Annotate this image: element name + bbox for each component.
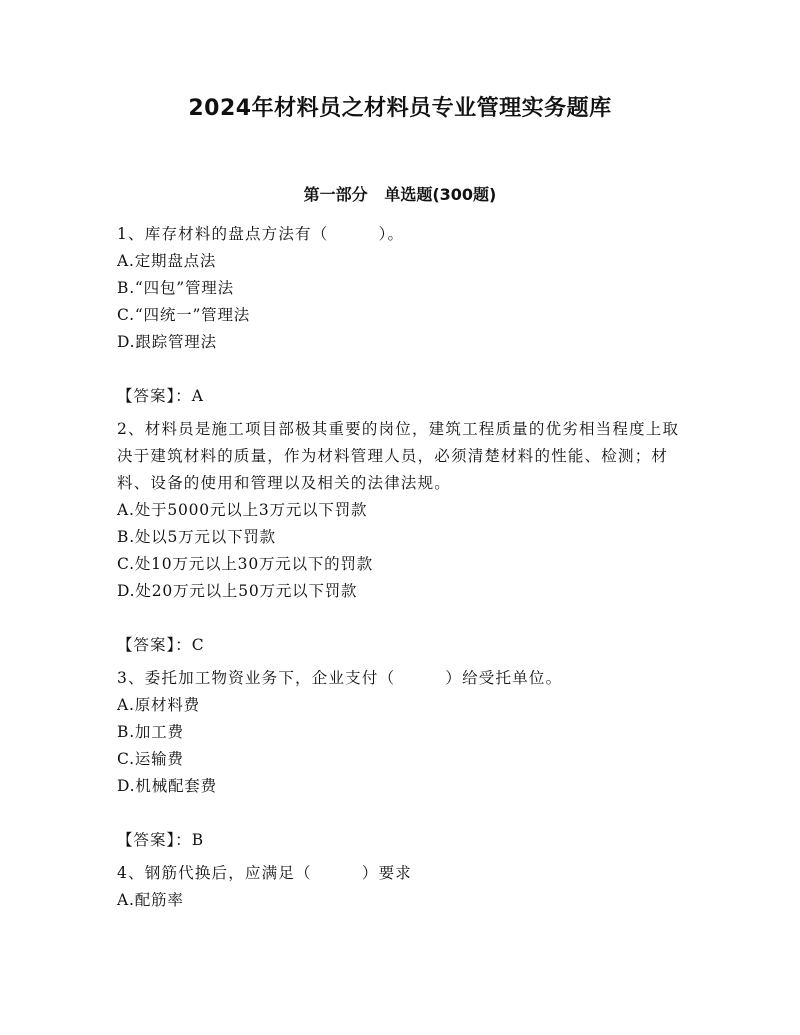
option-c: C.“四统一”管理法 (117, 306, 251, 324)
option-b: B.加工费 (117, 723, 184, 741)
answer-label: 【答案】：C (117, 636, 205, 654)
question-1 (117, 221, 687, 410)
question-stem: 1、库存材料的盘点方法有（ ）。 (117, 225, 405, 243)
option-d: D.处20万元以上50万元以下罚款 (117, 582, 358, 600)
option-a: A.定期盘点法 (117, 252, 217, 270)
option-a: A.处于5000元以上3万元以下罚款 (117, 501, 368, 519)
question-stem: 4、钢筋代换后，应满足（ ）要求 (117, 864, 412, 882)
option-d: D.机械配套费 (117, 777, 217, 795)
option-d: D.跟踪管理法 (117, 333, 217, 351)
question-4 (117, 860, 687, 914)
option-a: A.配筋率 (117, 891, 184, 909)
question-stem: 2、材料员是施工项目部极其重要的岗位，建筑工程质量的优劣相当程度上取决于建筑材料的质量，作为材料管理人员，必须清楚材料的性能、检测；材料、设备的使用和管理以及相关的法律法规。 (117, 420, 680, 492)
answer-label: 【答案】：A (117, 387, 204, 405)
question-2 (117, 416, 687, 659)
option-b: B.“四包”管理法 (117, 279, 234, 297)
answer-label: 【答案】：B (117, 831, 205, 849)
question-list (117, 221, 687, 914)
option-a: A.原材料费 (117, 696, 200, 714)
option-b: B.处以5万元以下罚款 (117, 528, 276, 546)
option-c: C.运输费 (117, 750, 184, 768)
question-3 (117, 665, 687, 854)
section-title: 第一部分 单选题(300题) (303, 185, 497, 204)
document-title: 2024年材料员之材料员专业管理实务题库 (188, 96, 612, 121)
option-c: C.处10万元以上30万元以下的罚款 (117, 555, 374, 573)
question-stem: 3、委托加工物资业务下，企业支付（ ）给受托单位。 (117, 669, 563, 687)
